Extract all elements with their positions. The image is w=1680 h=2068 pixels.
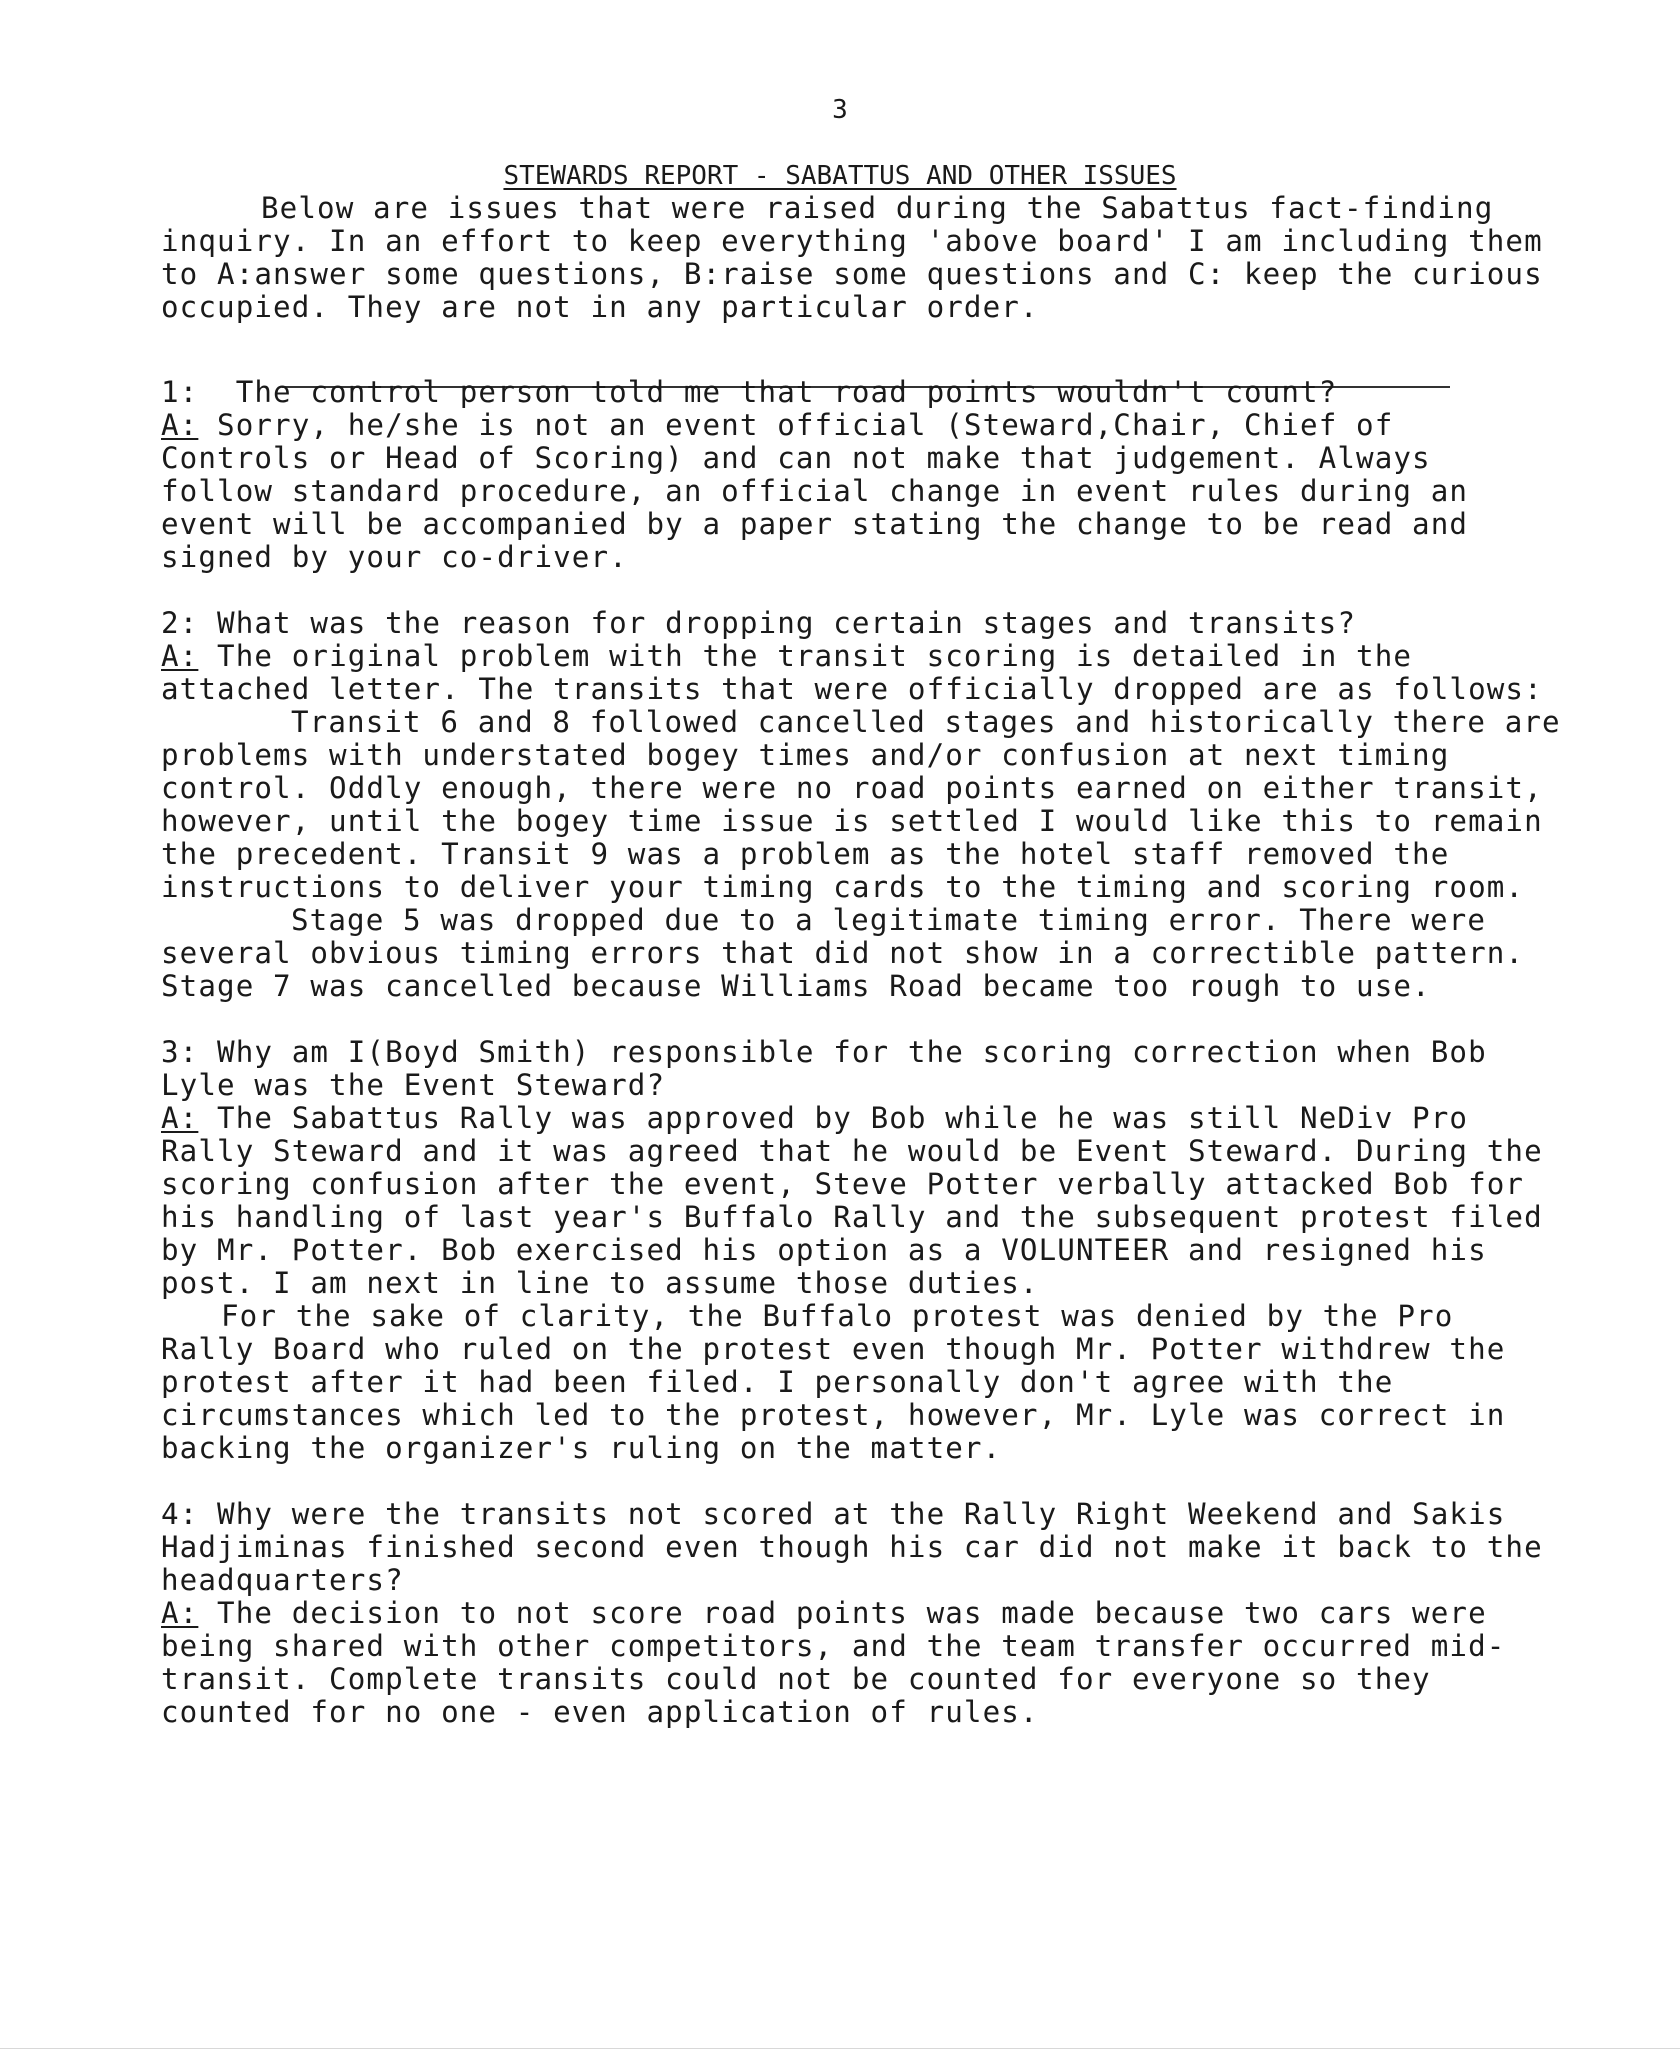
answer-text: The Sabattus Rally was approved by Bob while he was still NeDiv Pro Rally Steward and it was agreed that he would be Event Steward. During the scoring confusion after the event, Steve Potter verbally attacked Bob for his handling of last year's Buffalo Rally and the subsequent protest filed by Mr. Potter. Bob exercised his option as a VOLUNTEER and resigned his post. I am next in line to assume those duties.	[161, 1101, 1562, 1300]
answer-text: The original problem with the transit scoring is detailed in the attached letter. The transits that were officially dropped are as follows:	[161, 639, 1543, 706]
page-number: 3	[832, 95, 848, 125]
page-edge-line	[0, 2048, 1680, 2049]
question-3: 3: Why am I(Boyd Smith) responsible for the scoring correction when Bob Lyle was the Event Steward?	[161, 1035, 1506, 1102]
answer-prefix: A:	[161, 1101, 199, 1135]
answer-2-detail-1: Transit 6 and 8 followed cancelled stages and historically there are problems with understated bogey times and/or confusion at next timing control. Oddly enough, there were no road points earned on either transit, however, until the bogey time issue is settled I would like this to remain the precedent. Transit 9 was a problem as the hotel staff removed the instructions to deliver your timing cards to the timing and scoring room.	[161, 705, 1580, 904]
report-body	[161, 191, 1580, 1729]
answer-4	[161, 1597, 1561, 1729]
question-2: 2: What was the reason for dropping certain stages and transits?	[161, 606, 1357, 640]
item-3	[161, 1036, 1561, 1465]
question-4: 4: Why were the transits not scored at the Rally Right Weekend and Sakis Hadjiminas finished second even though his car did not make it back to the headquarters?	[161, 1497, 1562, 1597]
separator-space	[161, 324, 1561, 376]
answer-3	[161, 1102, 1561, 1300]
answer-text: The decision to not score road points was made because two cars were being shared with other competitors, and the team transfer occurred mid-transit. Complete transits could not be counted for everyone so they counted for no one - even application of rules.	[161, 1596, 1506, 1729]
question-1: 1: The control person told me that road points wouldn't count?	[161, 375, 1338, 409]
answer-3-detail-1: For the sake of clarity, the Buffalo protest was denied by the Pro Rally Board who ruled on the protest even though Mr. Potter withdrew the protest after it had been filed. I personally don't agree with the circumstances which led to the protest, however, Mr. Lyle was correct in backing the organizer's ruling on the matter.	[161, 1299, 1525, 1465]
answer-2-detail-2: Stage 5 was dropped due to a legitimate timing error. There were several obvious timing errors that did not show in a correctible pattern. Stage 7 was cancelled because Williams Road became too rough to use.	[161, 903, 1543, 1003]
answer-prefix: A:	[161, 1596, 199, 1630]
item-2	[161, 606, 1580, 1003]
intro-paragraph: Below are issues that were raised during the Sabattus fact-finding inquiry. In an effort to keep everything 'above board' I am including them to A:answer some questions, B:raise some questions and C: keep the curious occupied. They are not in any particular order.	[161, 191, 1562, 324]
item-4	[161, 1498, 1561, 1729]
report-title: STEWARDS REPORT - SABATTUS AND OTHER ISSUES	[503, 161, 1177, 191]
answer-text: Sorry, he/she is not an event official (Steward,Chair, Chief of Controls or Head of Scoring) and can not make that judgement. Always follow standard procedure, an official change in event rules during an event will be accompanied by a paper stating the change to be read and signed by your co-driver.	[161, 408, 1487, 574]
answer-2	[161, 640, 1561, 706]
item-1	[161, 376, 1561, 574]
answer-1	[161, 409, 1561, 574]
answer-prefix: A:	[161, 408, 199, 442]
answer-prefix: A:	[161, 639, 199, 673]
